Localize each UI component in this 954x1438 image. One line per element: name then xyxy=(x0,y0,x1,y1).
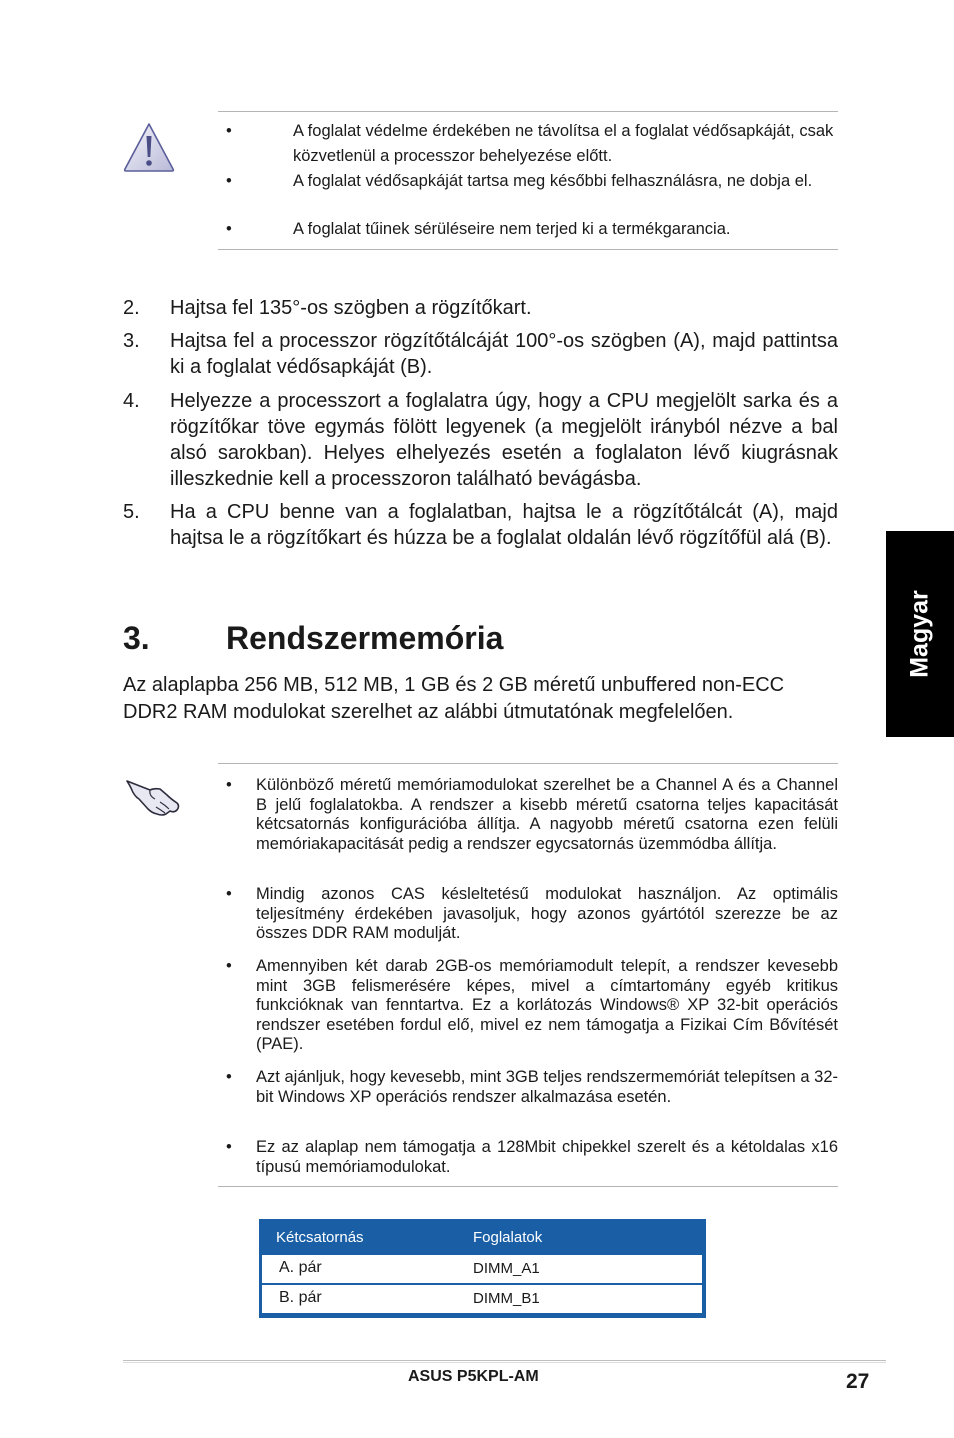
table-cell: DIMM_A1 xyxy=(473,1260,540,1277)
bullet: • xyxy=(226,957,232,975)
step-3: 3. Hajtsa fel a processzor rögzítőtálcáját 100°-os szögben (A), majd pattintsa ki a foglalat védősapkáját (B). xyxy=(123,330,838,378)
table-row xyxy=(262,1285,702,1313)
header-cell: Kétcsatornás xyxy=(276,1229,364,1246)
bullet: • xyxy=(226,220,232,238)
section-title: Rendszermemória xyxy=(226,620,504,656)
bullet: • xyxy=(226,1138,232,1156)
footer-rule xyxy=(123,1362,886,1363)
bullet: • xyxy=(226,122,232,140)
caution-item: • A foglalat tűinek sérüléseire nem terjed ki a termékgarancia. xyxy=(218,217,838,242)
pointing-hand-icon xyxy=(124,775,182,817)
note-item: • Azt ajánljuk, hogy kevesebb, mint 3GB teljes rendszermemóriát telepítsen a 32-bit Windows XP operációs rendszer alkalmazása esetén. xyxy=(218,1068,838,1107)
header-cell: Foglalatok xyxy=(473,1229,543,1246)
caution-item: • A foglalat védősapkáját tartsa meg későbbi felhasználásra, ne dobja el. xyxy=(218,169,838,194)
section-intro: Az alaplapba 256 MB, 512 MB, 1 GB és 2 GB méretű unbuffered non-ECC DDR2 RAM modulokat szerelhet az alábbi útmutatónak megfelelően. xyxy=(123,674,785,723)
language-tab: Magyar xyxy=(886,531,954,737)
step-4: 4. Helyezze a processzort a foglalatra úgy, hogy a CPU megjelölt sarka és a rögzítőkar töve egymás fölött legyenek (a megjelölt irányból nézve a bal alsó sarokban). Helyes elhelyezés esetén a foglalaton lévő kiugrásnak illeszkednie kell a processzoron található bevágásba. xyxy=(123,390,838,490)
note-bottom-rule xyxy=(218,1186,838,1187)
table-cell: A. pár xyxy=(279,1259,322,1276)
bullet: • xyxy=(226,776,232,794)
note-item: • Mindig azonos CAS késleltetésű modulokat használjon. Az optimális teljesítmény érdekében javasoljuk, hogy azonos gyártótól szerezze be az összes DDR RAM modulját. xyxy=(218,885,838,944)
bullet: • xyxy=(226,172,232,190)
page-number: 27 xyxy=(846,1370,870,1393)
bullet: • xyxy=(226,885,232,903)
note-item: • Ez az alaplap nem támogatja a 128Mbit chipekkel szerelt és a kétoldalas x16 típusú memóriamodulokat. xyxy=(218,1138,838,1177)
dual-channel-table xyxy=(259,1219,706,1318)
caution-item: • A foglalat védelme érdekében ne távolítsa el a foglalat védősapkáját, csak közvetlenül a processzor behelyezése előtt. xyxy=(218,119,838,169)
table-cell: B. pár xyxy=(279,1289,322,1306)
table-row xyxy=(262,1255,702,1283)
note-top-rule xyxy=(218,763,838,764)
footer-rule xyxy=(123,1360,886,1361)
table-cell: DIMM_B1 xyxy=(473,1290,540,1307)
warning-triangle-icon xyxy=(122,121,176,173)
table-header xyxy=(259,1219,706,1253)
bullet: • xyxy=(226,1068,232,1086)
note-item: • Különböző méretű memóriamodulokat szerelhet be a Channel A és a Channel B jelű foglalatokba. A rendszer a kisebb méretű csatorna teljes kapacitását kétcsatornás konfigurációba állítja. A nagyobb méretű csatorna ezen felüli memóriakapacitását pedig a rendszer egycsatornás üzemmódba állítja. xyxy=(218,776,838,854)
step-2: 2. Hajtsa fel 135°-os szögben a rögzítőkart. xyxy=(123,297,532,319)
footer-model: ASUS P5KPL-AM xyxy=(408,1368,539,1385)
note-item: • Amennyiben két darab 2GB-os memóriamodult telepít, a rendszer kevesebb mint 3GB felismerésére képes, mivel a címtartomány egyéb kritikus funkcióknak van fenntartva. Ez a korlátozás Windows® XP 32-bit operációs rendszer esetében fordul elő, mivel ez nem támogatja a Fizikai Cím Bővítését (PAE). xyxy=(218,957,838,1055)
step-5: 5. Ha a CPU benne van a foglalatban, hajtsa le a rögzítőtálcát (A), majd hajtsa le a rögzítőkart és húzza be a foglalat oldalán lévő rögzítőfül alá (B). xyxy=(123,501,838,549)
caution-top-rule xyxy=(218,111,838,112)
caution-bottom-rule xyxy=(218,249,838,250)
section-heading: 3. Rendszermemória xyxy=(123,620,504,656)
